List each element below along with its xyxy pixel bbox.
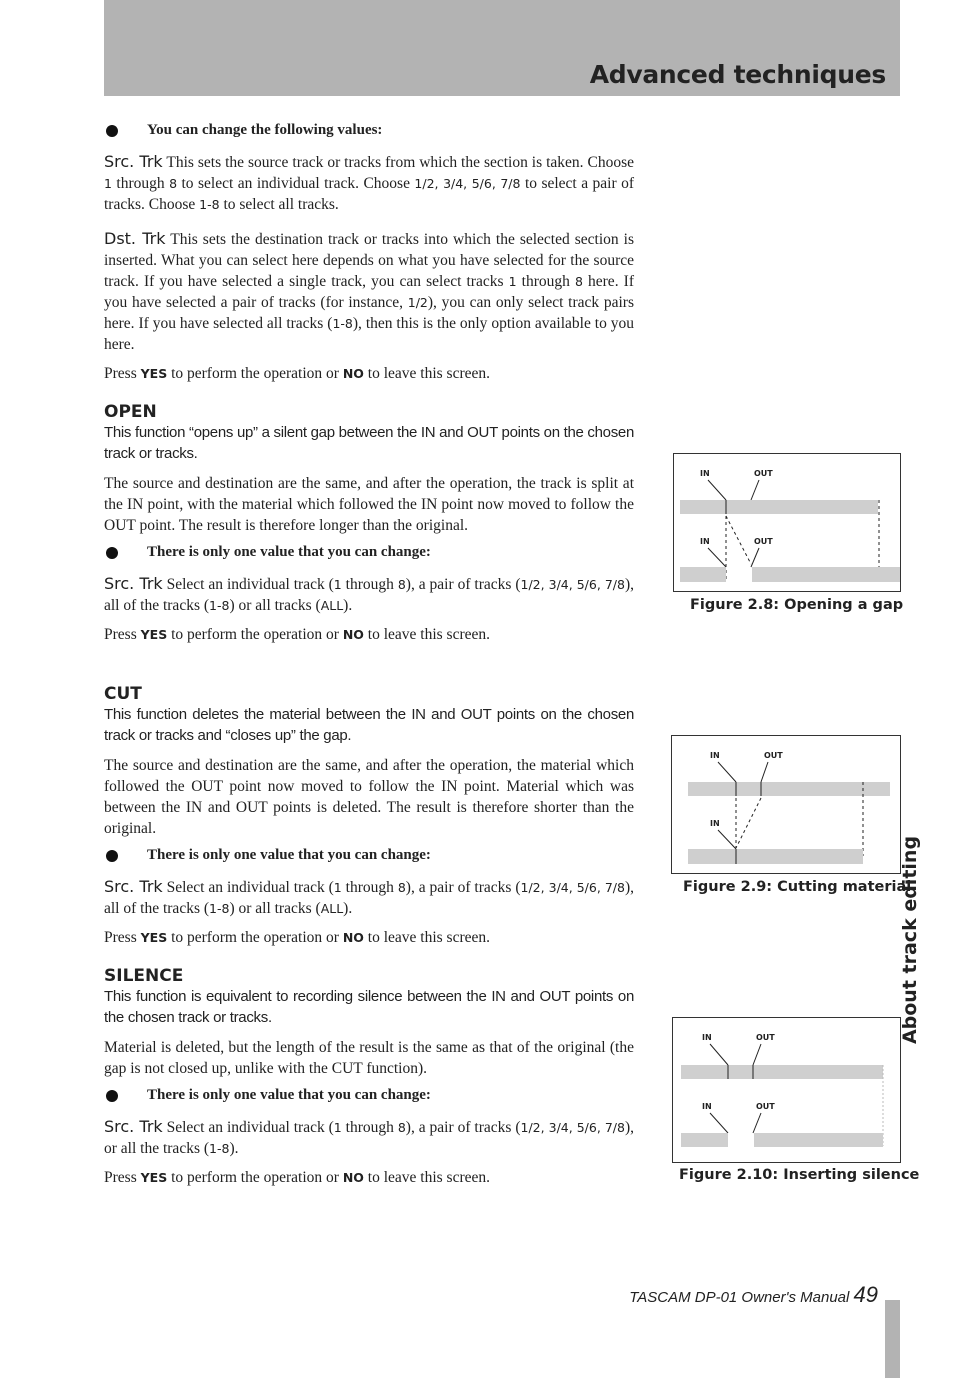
cut-section <box>104 684 634 948</box>
section-heading: OPEN <box>104 402 157 422</box>
track-bar-before <box>688 782 890 796</box>
figure-cutting-material <box>671 735 901 874</box>
in-label: IN <box>702 1102 712 1111</box>
chapter-side-label: About track editing <box>899 835 921 1045</box>
section-body: Material is deleted, but the length of the result is the same as that of the original (the gap is not closed up, unlike with the CUT function). <box>104 1039 634 1077</box>
out-label: OUT <box>756 1102 775 1111</box>
section-body: The source and destination are the same, and after the operation, the track is split at the IN point, with the material which followed the IN point now moved to follow the OUT point. The result is therefore longer than the original. <box>104 475 634 534</box>
section-body: The source and destination are the same, and after the operation, the material which followed the OUT point now moved to follow the IN point. Material which was between the IN and OUT points is deleted. The result is therefore shorter than the original. <box>104 757 634 837</box>
track-bar-part-1 <box>681 1133 728 1147</box>
src-trk-paragraph: Src. Trk Select an individual track (1 through 8), a pair of tracks (1/2, 3/4, 5/6, 7/8), all of the tracks (1-8) or all tracks (ALL). <box>104 574 635 614</box>
out-label: OUT <box>754 469 773 478</box>
chapter-side-tab <box>880 820 940 1060</box>
section-heading: CUT <box>104 684 142 704</box>
track-bar-before <box>680 500 878 514</box>
track-bar-after <box>688 849 863 864</box>
bullet-icon <box>106 547 118 559</box>
in-label: IN <box>702 1033 712 1042</box>
page-footer <box>629 1282 878 1308</box>
src-trk-paragraph: Src. Trk Select an individual track (1 through 8), a pair of tracks (1/2, 3/4, 5/6, 7/8), or all the tracks (1-8). <box>104 1117 635 1157</box>
press-paragraph: Press YES to perform the operation or NO to leave this screen. <box>104 365 491 382</box>
footer-thumb-bar <box>885 1300 900 1378</box>
press-paragraph: Press YES to perform the operation or NO to leave this screen. <box>104 1169 491 1186</box>
bullet-item: There is only one value that you can change: <box>104 1087 634 1104</box>
figure-caption: Figure 2.10: Inserting silence <box>679 1167 920 1183</box>
bullet-icon <box>106 125 118 137</box>
section-lead: This function deletes the material between the IN and OUT points on the chosen track or tracks and “closes up” the gap. <box>104 706 634 744</box>
open-section <box>104 402 634 645</box>
src-trk-paragraph: Src. Trk This sets the source track or tracks from which the section is taken. Choose 1 through 8 to select an individual track. Choose 1/2, 3/4, 5/6, 7/8 to select a pair of tracks. Choose 1-8 to select all tracks. <box>104 152 634 213</box>
section-lead: This function is equivalent to recording silence between the IN and OUT points on the chosen track or tracks. <box>104 988 634 1026</box>
figure-opening-gap <box>673 453 901 592</box>
page-number: 49 <box>853 1282 878 1307</box>
bullet-item: There is only one value that you can change: <box>104 544 634 561</box>
out-label: OUT <box>756 1033 775 1042</box>
bullet-icon <box>106 1090 118 1102</box>
figure-inserting-silence <box>672 1017 901 1163</box>
in-label: IN <box>710 751 720 760</box>
section-heading: SILENCE <box>104 966 184 986</box>
in-label: IN <box>700 469 710 478</box>
out-label: OUT <box>754 537 773 546</box>
section-lead: This function “opens up” a silent gap between the IN and OUT points on the chosen track or tracks. <box>104 424 634 462</box>
manual-title: TASCAM DP-01 Owner's Manual <box>629 1289 850 1306</box>
bullet-item: There is only one value that you can change: <box>104 847 634 864</box>
silence-section <box>104 966 634 1188</box>
src-trk-paragraph: Src. Trk Select an individual track (1 through 8), a pair of tracks (1/2, 3/4, 5/6, 7/8), all of the tracks (1-8) or all tracks (ALL). <box>104 877 635 917</box>
bullet-item: You can change the following values: <box>104 122 634 139</box>
bullet-icon <box>106 850 118 862</box>
out-label: OUT <box>764 751 783 760</box>
in-label: IN <box>700 537 710 546</box>
track-bar-part-1 <box>680 567 726 582</box>
page-title: Advanced techniques <box>589 60 886 89</box>
in-label: IN <box>710 819 720 828</box>
dst-trk-paragraph: Dst. Trk This sets the destination track or tracks into which the selected section is inserted. What you can select here depends on what you have selected for the source track. If you have selected a single track, you can select tracks 1 through 8 here. If you have selected a pair of tracks (for instance, 1/2), you can only select track pairs here. If you have selected all tracks (1-8), then this is the only option available to you here. <box>104 229 634 353</box>
track-bar-part-2 <box>752 567 900 582</box>
track-bar-before <box>681 1065 883 1079</box>
press-paragraph: Press YES to perform the operation or NO to leave this screen. <box>104 929 491 946</box>
figure-caption: Figure 2.9: Cutting material <box>683 879 912 895</box>
intro-section <box>104 122 634 384</box>
figure-caption: Figure 2.8: Opening a gap <box>690 597 904 613</box>
track-bar-part-2 <box>754 1133 883 1147</box>
press-paragraph: Press YES to perform the operation or NO to leave this screen. <box>104 626 491 643</box>
